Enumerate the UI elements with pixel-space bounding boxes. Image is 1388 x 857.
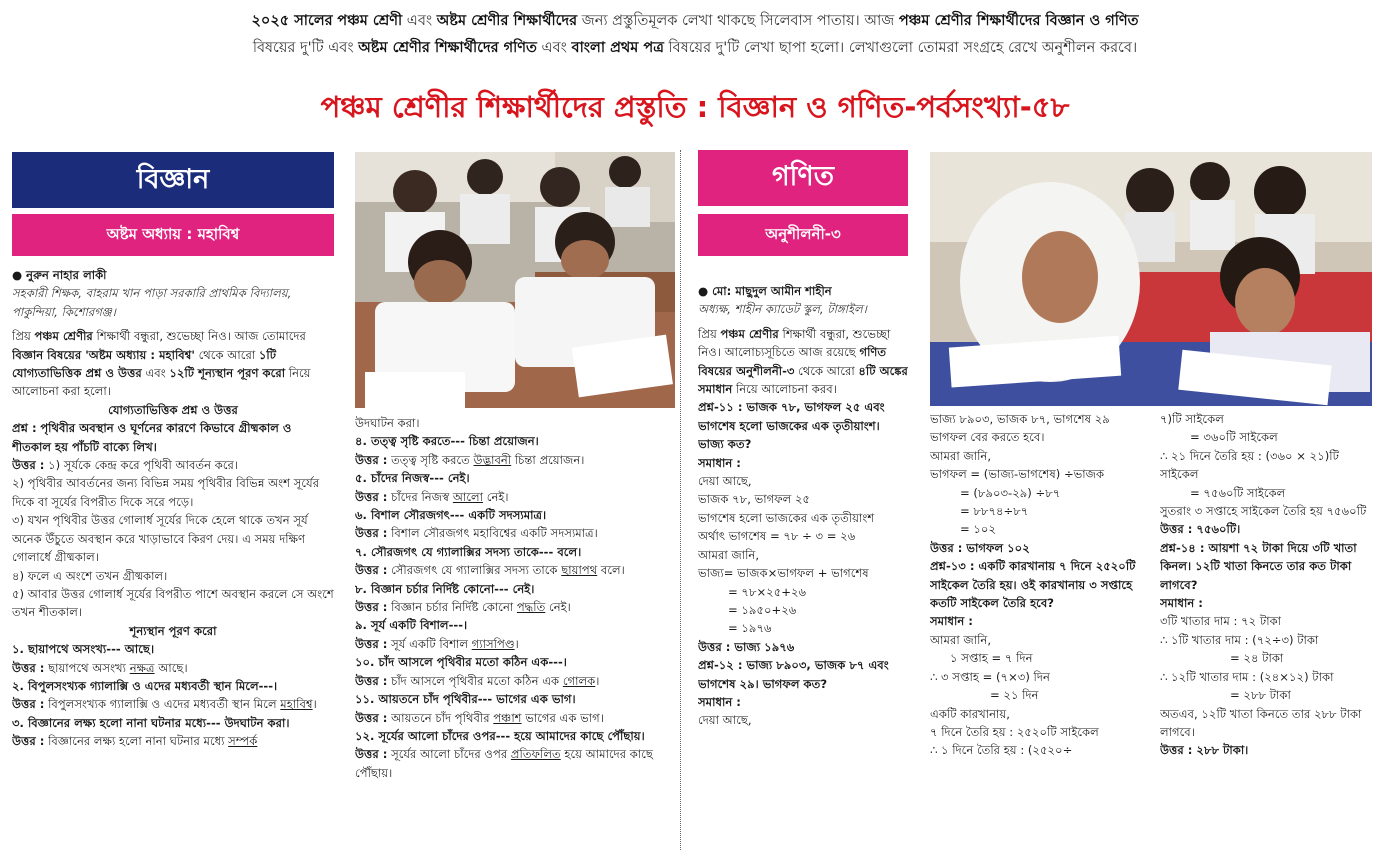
answer-key: আলো bbox=[452, 489, 484, 504]
solution-line: = (৮৯০৩-২৯) ÷৮৭ bbox=[960, 485, 1061, 500]
text-span: শিক্ষার্থী বন্ধুরা, শুভেচ্ছা নিও। আজ তোমাদের bbox=[96, 329, 306, 344]
answer-text: বলে। bbox=[600, 563, 625, 578]
answer-text: বিপুলসংখ্যক গ্যালাক্সি ও এদের মধ্যবর্তী স্থান মিলে bbox=[48, 697, 277, 712]
text-span: নিয়ে আলোচনা করা হলো। bbox=[12, 366, 311, 399]
answer-text: বিশাল সৌরজগৎ মহাবিশ্বের একটি সদস্যমাত্র। bbox=[391, 526, 598, 541]
fill-question: ৭. সৌরজগৎ যে গ্যালাক্সির সদস্য তাকে--- বলে। bbox=[355, 544, 582, 559]
solution-label: সমাধান : bbox=[698, 694, 741, 709]
answer-text: তত্ত্ব সৃষ্টি করতে bbox=[391, 452, 470, 467]
intro-span: বিষয়ের দু'টি লেখা ছাপা হলো। লেখাগুলো তোমরা সংগ্রহে রেখে অনুশীলন করবে। bbox=[668, 40, 1138, 56]
science-chapter: অষ্টম অধ্যায় : মহাবিশ্ব bbox=[12, 214, 334, 256]
solution-line: সুতরাং ৩ সপ্তাহে সাইকেল তৈরি হয় ৭৫৬০টি bbox=[1160, 504, 1367, 519]
answer-text: ১) সূর্যকে কেন্দ্র করে পৃথিবী আবর্তন করে। bbox=[48, 458, 239, 473]
answer-key: পদ্ধতি bbox=[516, 600, 546, 615]
fill-answer bbox=[355, 745, 675, 782]
solution-line: ৭ দিনে তৈরি হয় : ২৫২০টি সাইকেল bbox=[930, 724, 1099, 739]
answer-text: নেই। bbox=[486, 489, 509, 504]
text-span: প্রিয় bbox=[698, 326, 717, 341]
answer-label: উত্তর : bbox=[355, 563, 388, 578]
answer-line: ৫) আবার উত্তর গোলার্ধ সূর্যের বিপরীত পাশে অবস্থান করলে সে অংশে তখন শীতকাল। bbox=[12, 586, 334, 620]
intro-span: পঞ্চম শ্রেণী bbox=[337, 13, 403, 29]
answer-text: সূর্যের আলো চাঁদের ওপর bbox=[391, 747, 508, 762]
answer-text: সূর্য একটি বিশাল bbox=[391, 636, 468, 651]
fill-question: ১. ছায়াপথে অসংখ্য--- আছে। bbox=[12, 642, 155, 657]
solution-line: একটি কারখানায়, bbox=[930, 706, 1010, 721]
math-question-14: প্রশ্ন-১৪ : আয়শা ৭২ টাকা দিয়ে ৩টি খাতা কিনল। ১২টি খাতা কিনতে তার কত টাকা লাগবে? bbox=[1160, 540, 1357, 592]
solution-line: ভাগফল বের করতে হবে। bbox=[930, 430, 1045, 445]
answer-label: উত্তর : bbox=[355, 710, 388, 725]
science-column-continued bbox=[355, 414, 675, 850]
fill-question: ৮. বিজ্ঞান চর্চার নির্দিষ্ট কোনো--- নেই। bbox=[355, 581, 535, 596]
intro-span: ২০২৫ সালের bbox=[251, 13, 333, 29]
solution-line: = ১০২ bbox=[960, 522, 996, 537]
solution-line: ∴ ৩ সপ্তাহ = (৭×৩) দিন bbox=[930, 669, 1050, 684]
answer-text: । bbox=[312, 697, 317, 712]
fill-question: ৫. চাঁদের নিজস্ব--- নেই। bbox=[355, 471, 470, 486]
continued-text: উদঘাটন করা। bbox=[355, 416, 420, 430]
answer-key: গ্যাসপিণ্ড bbox=[471, 636, 515, 651]
answer-text: চাঁদের নিজস্ব bbox=[391, 489, 450, 504]
science-question bbox=[12, 419, 334, 456]
fill-question: ২. বিপুলসংখ্যক গ্যালাক্সি ও এদের মধ্যবর্তী স্থান মিলে---। bbox=[12, 678, 278, 693]
text-span: ১২টি শূন্যস্থান পূরণ করো bbox=[169, 366, 286, 381]
answer-text: । bbox=[514, 636, 519, 651]
text-span: শিক্ষার্থী বন্ধুরা, শুভেচ্ছা নিও। আলোচ্যসূচিতে আজ রয়েছে bbox=[698, 326, 891, 360]
solution-line: দেয়া আছে, bbox=[698, 713, 752, 728]
solution-line: = ৮৮৭৪÷৮৭ bbox=[960, 504, 1029, 519]
answer-line: ২) পৃথিবীর আবর্তনের জন্য বিভিন্ন সময় পৃথিবীর বিভিন্ন অংশ সূর্যের দিকে বা সূর্যের বিপরীত দিকে সরে পড়ে। bbox=[12, 476, 320, 509]
intro-span: অষ্টম শ্রেণীর শিক্ষার্থীদের গণিত bbox=[358, 40, 537, 56]
fill-question: ১১. আয়তনে চাঁদ পৃথিবীর--- ভাগের এক ভাগ। bbox=[355, 692, 576, 707]
solution-line: ভাজ্য ৮৯০৩, ভাজক ৮৭, ভাগশেষ ২৯ bbox=[930, 412, 1110, 426]
fill-question: ৯. সূর্য একটি বিশাল---। bbox=[355, 618, 468, 633]
answer-text: চাঁদ আসলে পৃথিবীর মতো কঠিন এক bbox=[391, 673, 560, 688]
page-headline: পঞ্চম শ্রেণীর শিক্ষার্থীদের প্রস্তুতি : বিজ্ঞান ও গণিত-পর্বসংখ্যা-৫৮ bbox=[320, 90, 1070, 124]
solution-line: = ৭৮×২৫+২৬ bbox=[728, 584, 807, 599]
answer-key: উদ্ভাবনী bbox=[473, 452, 512, 467]
text-span: বিজ্ঞান বিষয়ের 'অষ্টম অধ্যায় : মহাবিশ্ব' bbox=[12, 347, 195, 362]
solution-line: আমরা জানি, bbox=[698, 547, 760, 562]
intro-span: জন্য প্রস্তুতিমূলক লেখা থাকছে সিলেবাস পাতায়। আজ bbox=[581, 13, 895, 29]
answer-label: উত্তর : bbox=[355, 489, 388, 504]
answer-text: আয়তনে চাঁদ পৃথিবীর bbox=[391, 710, 490, 725]
solution-line: অতএব, ১২টি খাতা কিনতে তার ২৮৮ টাকা লাগবে। bbox=[1160, 706, 1362, 739]
solution-line: = ২৮৮ টাকা bbox=[1230, 688, 1291, 703]
solution-label: সমাধান : bbox=[1160, 596, 1203, 611]
answer-label: উত্তর : bbox=[12, 697, 45, 712]
answer-line: উত্তর : ২৮৮ টাকা। bbox=[1160, 743, 1249, 758]
answer-text: হয়ে আমাদের কাছে পৌঁছায়। bbox=[355, 747, 653, 780]
science-author: ● নুরুন নাহার লাকী bbox=[12, 268, 107, 282]
fill-answer bbox=[355, 561, 675, 579]
solution-line: ভাগশেষ হলো ভাজকের এক তৃতীয়াংশ bbox=[698, 510, 875, 525]
text-span: থেকে আরো bbox=[198, 347, 256, 362]
answer-line bbox=[12, 456, 334, 474]
solution-line: = ২৪ টাকা bbox=[1230, 651, 1284, 666]
intro-span: বাংলা প্রথম পত্র bbox=[571, 40, 664, 56]
answer-label: উত্তর : bbox=[355, 636, 388, 651]
solution-line: = ৩৬০টি সাইকেল bbox=[1190, 430, 1278, 445]
intro-span: এবং bbox=[541, 40, 567, 56]
solution-label: সমাধান : bbox=[930, 614, 973, 629]
fill-answer bbox=[355, 451, 675, 469]
answer-text: সৌরজগৎ যে গ্যালাক্সির সদস্য তাকে bbox=[391, 563, 558, 578]
text-span: এবং bbox=[145, 366, 166, 381]
solution-line: ∴ ১২টি খাতার দাম : (২৪×১২) টাকা bbox=[1160, 669, 1334, 684]
intro-span: এবং bbox=[406, 13, 433, 29]
solution-line: ∴ ১ দিনে তৈরি হয় : (২৫২০÷ bbox=[930, 743, 1073, 758]
answer-line: উত্তর : ভাজ্য ১৯৭৬ bbox=[698, 639, 795, 654]
answer-key: নক্ষত্র bbox=[129, 660, 155, 675]
question-text: পৃথিবীর অবস্থান ও ঘূর্ণনের কারণে কিভাবে গ্রীষ্মকাল ও শীতকাল হয় পাঁচটি বাক্যে লিখ। bbox=[12, 421, 292, 454]
answer-text: বিজ্ঞান চর্চার নির্দিষ্ট কোনো bbox=[391, 600, 514, 615]
solution-line: আমরা জানি, bbox=[930, 632, 992, 647]
intro-text bbox=[30, 8, 1360, 62]
intro-span: বিষয়ের দু'টি এবং bbox=[252, 40, 354, 56]
text-span: গণিত বিষয়ের অনুশীলনী-৩ bbox=[698, 345, 887, 378]
math-column-continued-1 bbox=[930, 410, 1140, 850]
fill-answer bbox=[355, 709, 675, 727]
text-span: পঞ্চম শ্রেণীর bbox=[34, 329, 93, 344]
fill-answer bbox=[355, 524, 675, 542]
math-column-continued-2 bbox=[1160, 410, 1372, 850]
solution-line: ভাগফল = (ভাজ্য-ভাগশেষ) ÷ভাজক bbox=[930, 467, 1105, 482]
photo-girls-writing bbox=[930, 152, 1372, 406]
math-question-12: প্রশ্ন-১২ : ভাজ্য ৮৯০৩, ভাজক ৮৭ এবং ভাগশেষ ২৯। ভাগফল কত? bbox=[698, 658, 889, 691]
math-author: ● মো: মাছুদুল আমীন শাহীন bbox=[698, 284, 832, 298]
solution-line: = ১৯৫০+২৬ bbox=[728, 602, 797, 617]
answer-key: পঞ্চাশ bbox=[493, 710, 522, 725]
answer-text: চিন্তা প্রয়োজন। bbox=[514, 452, 585, 467]
math-question-13: প্রশ্ন-১৩ : একটি কারখানায় ৭ দিনে ২৫২০টি সাইকেল তৈরি হয়। ওই কারখানায় ৩ সপ্তাহে কতটি সাইকেল তৈরি হবে? bbox=[930, 559, 1136, 611]
answer-label: উত্তর : bbox=[355, 526, 388, 541]
answer-text: ভাগের এক ভাগ। bbox=[525, 710, 604, 725]
answer-key: ছায়াপথ bbox=[561, 563, 598, 578]
math-column bbox=[698, 150, 908, 850]
answer-text: বিজ্ঞানের লক্ষ্য হলো নানা ঘটনার মধ্যে bbox=[48, 734, 225, 749]
answer-key: সম্পর্ক bbox=[228, 734, 258, 749]
solution-line: ৭)টি সাইকেল bbox=[1160, 412, 1224, 426]
fill-answer bbox=[12, 659, 334, 677]
solution-line: অর্থাৎ ভাগশেষ = ৭৮ ÷ ৩ = ২৬ bbox=[698, 529, 856, 544]
answer-label: উত্তর : bbox=[12, 660, 45, 675]
intro-span: পঞ্চম শ্রেণীর শিক্ষার্থীদের বিজ্ঞান ও গণিত bbox=[898, 13, 1139, 29]
answer-line: ৪) ফলে এ অংশে তখন গ্রীষ্মকাল। bbox=[12, 568, 168, 583]
answer-text: ছায়াপথে অসংখ্য bbox=[48, 660, 127, 675]
solution-line: = ২১ দিন bbox=[990, 688, 1039, 703]
solution-line: ভাজক ৭৮, ভাগফল ২৫ bbox=[698, 492, 811, 507]
fill-answer bbox=[12, 732, 334, 750]
math-chapter: অনুশীলনী-৩ bbox=[698, 214, 908, 256]
fill-answer bbox=[355, 635, 675, 653]
solution-line: ১ সপ্তাহ = ৭ দিন bbox=[950, 651, 1033, 666]
fill-answer bbox=[12, 695, 334, 713]
fill-answer bbox=[355, 672, 675, 690]
text-span: ১টি যোগ্যতাভিত্তিক প্রশ্ন ও উত্তর bbox=[12, 347, 277, 381]
math-intro bbox=[698, 325, 908, 399]
answer-text: নেই। bbox=[549, 600, 571, 615]
answer-line: উত্তর : ভাগফল ১০২ bbox=[930, 540, 1030, 555]
fill-question: ১২. সূর্যের আলো চাঁদের ওপর--- হয়ে আমাদের কাছে পৌঁছায়। bbox=[355, 728, 645, 743]
solution-line: = ১৯৭৬ bbox=[728, 621, 772, 636]
fill-question: ১০. চাঁদ আসলে পৃথিবীর মতো কঠিন এক---। bbox=[355, 655, 567, 670]
solution-line: ভাজ্য= ভাজক×ভাগফল + ভাগশেষ bbox=[698, 566, 869, 581]
answer-label: উত্তর : bbox=[12, 734, 45, 749]
answer-line: উত্তর : ৭৫৬০টি। bbox=[1160, 522, 1241, 537]
answer-line: ৩) যখন পৃথিবীর উত্তর গোলার্ধ সূর্যের দিকে হেলে থাকে তখন সূর্য অনেক উঁচুতে অবস্থান করে খাড়াভাবে কিরণ দেয়। এ সময় দক্ষিণ গোলার্ধে গ্রীষ্মকাল। bbox=[12, 513, 308, 565]
fill-question: ৩. বিজ্ঞানের লক্ষ্য হলো নানা ঘটনার মধ্যে--- উদঘাটন করা। bbox=[12, 715, 290, 730]
answer-text: । bbox=[595, 673, 600, 688]
answer-label: উত্তর : bbox=[355, 600, 388, 615]
science-title: বিজ্ঞান bbox=[12, 152, 334, 208]
answer-label: উত্তর : bbox=[12, 458, 45, 473]
fill-question: ৪. তত্ত্ব সৃষ্টি করতে--- চিন্তা প্রয়োজন। bbox=[355, 434, 539, 449]
solution-label: সমাধান : bbox=[698, 455, 741, 470]
math-title: গণিত bbox=[698, 150, 908, 206]
science-column bbox=[12, 152, 334, 852]
question-label: প্রশ্ন : bbox=[12, 421, 37, 436]
solution-line: ∴ ২১ দিনে তৈরি হয় : (৩৬০ × ২১)টি সাইকেল bbox=[1160, 448, 1339, 482]
text-span: নিয়ে আলোচনা করব। bbox=[735, 382, 837, 397]
answer-label: উত্তর : bbox=[355, 747, 388, 762]
exam-photo-illustration bbox=[930, 152, 1372, 406]
fill-question: ৬. বিশাল সৌরজগৎ--- একটি সদস্যমাত্র। bbox=[355, 508, 547, 523]
solution-line: দেয়া আছে, bbox=[698, 474, 752, 489]
science-intro bbox=[12, 327, 334, 401]
fill-answer bbox=[355, 488, 675, 506]
intro-line-1 bbox=[30, 8, 1360, 35]
text-span: প্রিয় bbox=[12, 329, 31, 344]
text-span: ৪টি অঙ্কের সমাধান bbox=[698, 363, 908, 397]
solution-line: ৩টি খাতার দাম : ৭২ টাকা bbox=[1160, 614, 1282, 629]
answer-key: প্রতিফলিত bbox=[510, 747, 561, 762]
science-author-info: সহকারী শিক্ষক, বাহরাম খান পাড়া সরকারি প্রাথমিক বিদ্যালয়, পাকুন্দিয়া, কিশোরগঞ্জ। bbox=[12, 286, 292, 319]
answer-key: গোলক bbox=[562, 673, 596, 688]
answer-text: আছে। bbox=[158, 660, 188, 675]
section-heading: যোগ্যতাভিত্তিক প্রশ্ন ও উত্তর bbox=[108, 402, 238, 417]
column-divider bbox=[680, 150, 681, 850]
classroom-photo-illustration bbox=[355, 152, 675, 408]
solution-line: আমরা জানি, bbox=[930, 448, 992, 463]
solution-line: ∴ ১টি খাতার দাম : (৭২÷৩) টাকা bbox=[1160, 632, 1319, 647]
intro-line-2 bbox=[30, 35, 1360, 62]
answer-key: মহাবিশ্ব bbox=[280, 697, 313, 712]
text-span: পঞ্চম শ্রেণীর bbox=[720, 326, 779, 341]
answer-label: উত্তর : bbox=[355, 452, 388, 467]
intro-span: অষ্টম শ্রেণীর শিক্ষার্থীদের bbox=[436, 13, 578, 29]
math-author-info: অধ্যক্ষ, শাহীন ক্যাডেট স্কুল, টাঙ্গাইল। bbox=[698, 302, 867, 317]
math-question-11: প্রশ্ন-১১ : ভাজক ৭৮, ভাগফল ২৫ এবং ভাগশেষ হলো ভাজকের এক তৃতীয়াংশ। ভাজ্য কত? bbox=[698, 400, 885, 452]
answer-label: উত্তর : bbox=[355, 673, 388, 688]
photo-classroom-boys bbox=[355, 152, 675, 408]
section-heading: শূন্যস্থান পূরণ করো bbox=[129, 623, 217, 638]
text-span: থেকে আরো bbox=[798, 363, 855, 378]
solution-line: = ৭৫৬০টি সাইকেল bbox=[1190, 485, 1286, 500]
fill-answer bbox=[355, 598, 675, 616]
